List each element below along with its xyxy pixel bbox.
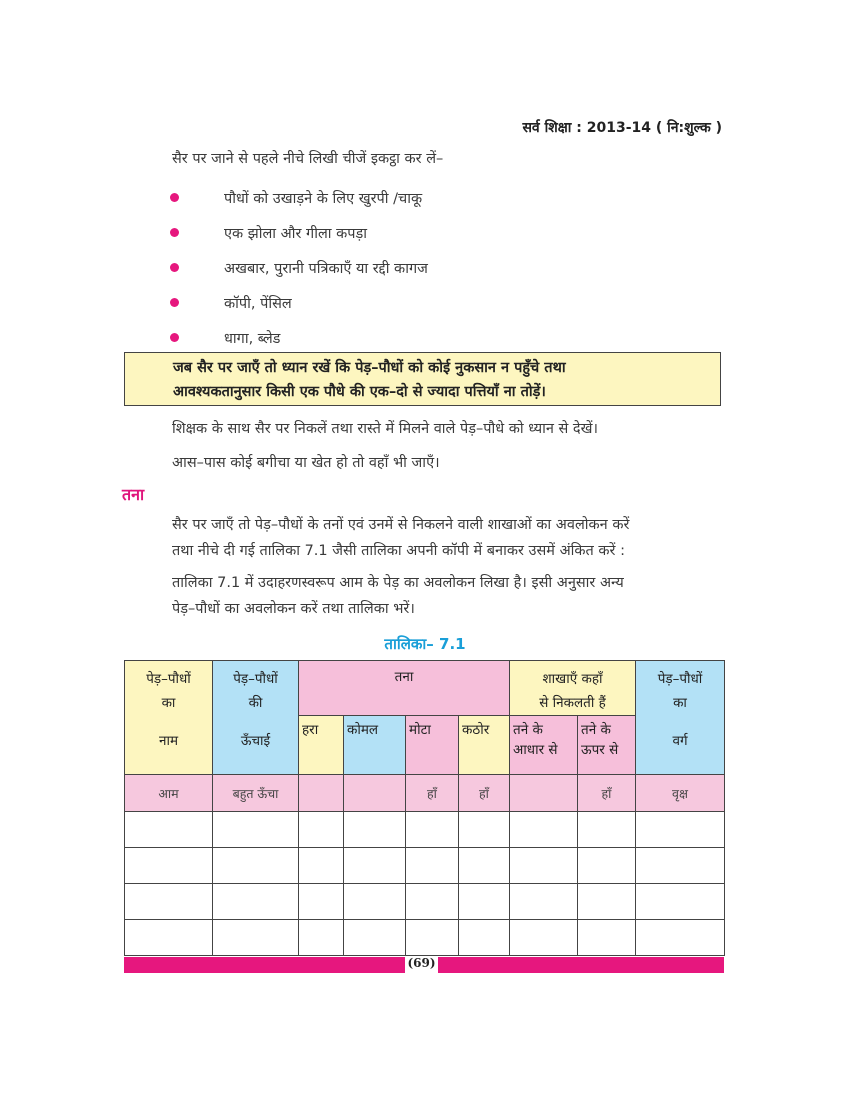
list-item (170, 180, 428, 215)
supplies-list (170, 180, 428, 355)
header-plant-height: पेड़–पौधों की ऊँचाई (213, 661, 299, 775)
list-item (170, 320, 428, 355)
subheader-from-above: तने के ऊपर से (578, 716, 636, 775)
table-cell: हाँ (459, 775, 510, 812)
table-cell: हाँ (578, 775, 636, 812)
bullet-dot-icon (170, 298, 179, 307)
walk-instructions (172, 416, 598, 476)
header-plant-name: पेड़–पौधों का नाम (125, 661, 213, 775)
table-cell: वृक्ष (636, 775, 725, 812)
list-item (170, 215, 428, 250)
observation-table (124, 660, 725, 956)
table-cell (299, 775, 344, 812)
footer-bar-right (438, 957, 724, 973)
note-line: आवश्यकतानुसार किसी एक पौधे की एक–दो से ज्यादा पत्तियाँ ना तोड़ें। (173, 384, 546, 400)
bullet-dot-icon (170, 193, 179, 202)
bullet-dot-icon (170, 333, 179, 342)
list-item-text: एक झोला और गीला कपड़ा (224, 225, 368, 242)
header-plant-category: पेड़–पौधों का वर्ग (636, 661, 725, 775)
note-line: जब सैर पर जाएँ तो ध्यान रखें कि पेड़–पौधों को कोई नुकसान न पहुँचे तथा (173, 360, 566, 376)
subheader-soft: कोमल (344, 716, 406, 775)
paragraph-line: पेड़–पौधों का अवलोकन करें तथा तालिका भरें। (172, 601, 415, 617)
stem-observation-text (172, 512, 629, 564)
table-cell (510, 775, 578, 812)
table-row (125, 884, 725, 920)
paragraph-line: तालिका 7.1 में उदाहरणस्वरूप आम के पेड़ का अवलोकन लिखा है। इसी अनुसार अन्य (172, 575, 624, 591)
bullet-dot-icon (170, 228, 179, 237)
table-caption: तालिका– 7.1 (384, 635, 466, 653)
table-cell: हाँ (406, 775, 459, 812)
intro-text: सैर पर जाने से पहले नीचे लिखी चीजें इकट्ठा कर लें– (172, 151, 444, 167)
bullet-dot-icon (170, 263, 179, 272)
footer-bar-left (124, 957, 405, 973)
paragraph-line: सैर पर जाएँ तो पेड़–पौधों के तनों एवं उनमें से निकलने वाली शाखाओं का अवलोकन करें (172, 517, 630, 533)
subheader-green: हरा (299, 716, 344, 775)
caution-note-box (124, 352, 721, 406)
paragraph-line: शिक्षक के साथ सैर पर निकलें तथा रास्ते में मिलने वाले पेड़–पौधे को ध्यान से देखें। (172, 421, 598, 437)
table-row (125, 920, 725, 956)
paragraph-line: आस–पास कोई बगीचा या खेत हो तो वहाँ भी जाएँ। (172, 455, 440, 471)
list-item-text: कॉपी, पेंसिल (224, 295, 292, 312)
list-item (170, 250, 428, 285)
list-item-text: धागा, ब्लेड (224, 330, 281, 347)
list-item-text: अखबार, पुरानी पत्रिकाएँ या रद्दी कागज (224, 260, 428, 277)
paragraph-line: तथा नीचे दी गई तालिका 7.1 जैसी तालिका अपनी कॉपी में बनाकर उसमें अंकित करें : (172, 543, 625, 559)
subheader-hard: कठोर (459, 716, 510, 775)
example-row (125, 775, 725, 812)
section-heading-stem: तना (122, 485, 145, 504)
table-cell: आम (125, 775, 213, 812)
list-item-text: पौधों को उखाड़ने के लिए खुरपी /चाकू (224, 190, 423, 207)
table-instructions (172, 570, 624, 622)
table-row (125, 848, 725, 884)
table-row (125, 812, 725, 848)
header-branches: शाखाएँ कहाँ से निकलती हैं (510, 661, 636, 716)
table-cell: बहुत ऊँचा (213, 775, 299, 812)
page-number: (69) (407, 956, 436, 970)
header-stem: तना (299, 661, 510, 716)
table-cell (344, 775, 406, 812)
running-header: सर्व शिक्षा : 2013-14 ( नि:शुल्क ) (522, 120, 722, 136)
subheader-from-base: तने के आधार से (510, 716, 578, 775)
list-item (170, 285, 428, 320)
subheader-thick: मोटा (406, 716, 459, 775)
